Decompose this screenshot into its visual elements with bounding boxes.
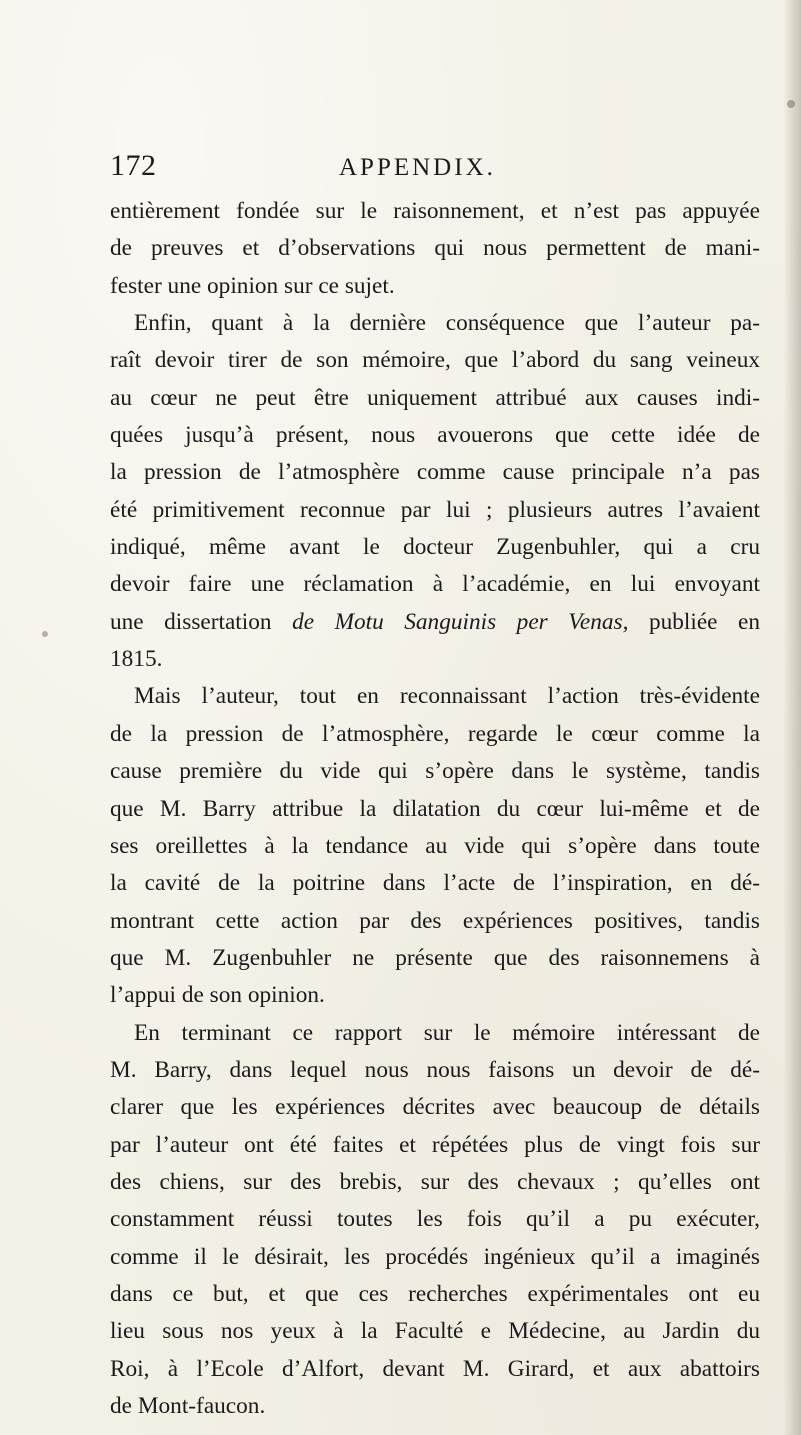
page-header xyxy=(110,148,750,188)
text-line: par l’auteur ont été faites et répétées plus de vingt fois sur xyxy=(110,1131,760,1158)
text-line: M. Barry, dans lequel nous nous faisons un devoir de dé- xyxy=(110,1056,760,1083)
text-line: des chiens, sur des brebis, sur des chevaux ; qu’elles ont xyxy=(110,1168,760,1195)
text-line: montrant cette action par des expériences positives, tandis xyxy=(110,907,760,934)
text-line: Mais l’auteur, tout en reconnaissant l’action très-évidente xyxy=(134,683,760,710)
text-segment: une dissertation xyxy=(110,608,272,635)
text-line: devoir faire une réclamation à l’académie, en lui envoyant xyxy=(110,571,760,598)
text-line: En terminant ce rapport sur le mémoire intéressant de xyxy=(134,1019,760,1046)
text-line: quées jusqu’à présent, nous avouerons que cette idée de xyxy=(110,422,760,449)
text-line: ses oreillettes à la tendance au vide qui s’opère dans toute xyxy=(110,832,760,859)
text-line: raît devoir tirer de son mémoire, que l’abord du sang veineux xyxy=(110,347,760,374)
text-line: que M. Barry attribue la dilatation du cœur lui-même et de xyxy=(110,795,760,822)
text-line: de Mont-faucon. xyxy=(110,1393,266,1419)
text-line: 1815. xyxy=(110,646,163,673)
page-edge-shadow xyxy=(783,0,801,1435)
text-segment: publiée en xyxy=(648,608,761,635)
text-line: fester une opinion sur ce sujet. xyxy=(110,272,395,299)
text-line: constamment réussi toutes les fois qu’il a pu exécuter, xyxy=(110,1206,760,1233)
text-line: comme il le désirait, les procédés ingénieux qu’il a imaginés xyxy=(110,1243,760,1270)
ink-spot xyxy=(42,631,48,637)
text-line: indiqué, même avant le docteur Zugenbuhler, qui a cru xyxy=(110,534,760,561)
text-line: l’appui de son opinion. xyxy=(110,982,325,1009)
text-line: cause première du vide qui s’opère dans le système, tandis xyxy=(110,758,760,785)
text-line: la cavité de la poitrine dans l’acte de l’inspiration, en dé- xyxy=(110,870,760,897)
text-line-mixed xyxy=(110,604,760,641)
text-line: Enfin, quant à la dernière conséquence que l’auteur pa- xyxy=(134,310,760,337)
body-text xyxy=(110,193,761,1419)
text-line: Roi, à l’Ecole d’Alfort, devant M. Girard, et aux abattoirs xyxy=(110,1355,760,1382)
text-line: au cœur ne peut être uniquement attribué aux causes indi- xyxy=(110,384,760,411)
running-head: APPENDIX. xyxy=(339,154,496,181)
text-line: de la pression de l’atmosphère, regarde le cœur comme la xyxy=(110,720,760,747)
text-line: entièrement fondée sur le raisonnement, et n’est pas appuyée xyxy=(110,198,760,224)
text-line: la pression de l’atmosphère comme cause principale n’a pas xyxy=(110,459,760,486)
text-line: de preuves et d’observations qui nous permettent de mani- xyxy=(110,235,760,262)
text-line: clarer que les expériences décrites avec beaucoup de détails xyxy=(110,1094,760,1121)
ink-spot xyxy=(787,100,795,108)
italic-title: de Motu Sanguinis per Venas, xyxy=(292,608,629,635)
page-number: 172 xyxy=(110,149,157,182)
text-line: dans ce but, et que ces recherches expérimentales ont eu xyxy=(110,1280,760,1307)
text-line: été primitivement reconnue par lui ; plusieurs autres l’avaient xyxy=(110,496,760,523)
text-line: lieu sous nos yeux à la Faculté e Médecine, au Jardin du xyxy=(110,1318,760,1345)
text-line: que M. Zugenbuhler ne présente que des raisonnemens à xyxy=(110,944,760,971)
